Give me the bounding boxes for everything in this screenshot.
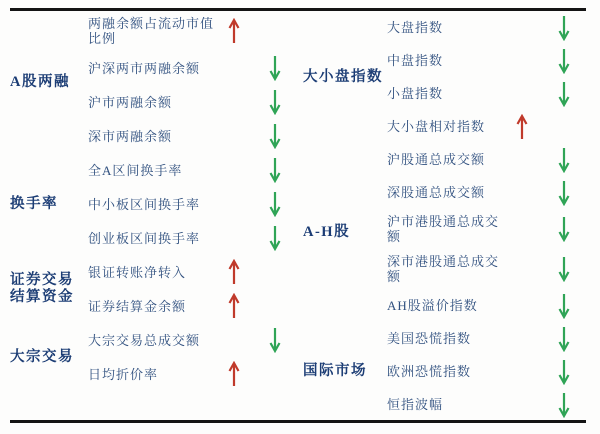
indicator-label-cell xyxy=(88,61,218,76)
down-arrow-icon xyxy=(558,180,570,206)
down-arrow-icon xyxy=(558,48,570,74)
right-section xyxy=(295,11,600,421)
indicator-row xyxy=(88,119,295,153)
indicator-label: 沪深两市两融余额 xyxy=(88,60,201,76)
down-arrow-icon xyxy=(558,359,570,385)
indicator-row xyxy=(387,143,600,176)
indicator-rows xyxy=(88,255,295,323)
trend-arrow-cell xyxy=(218,191,295,217)
down-arrow-icon xyxy=(269,191,281,217)
category-cell xyxy=(0,196,88,213)
indicator-row xyxy=(88,187,295,221)
trend-arrow-cell xyxy=(218,361,295,387)
indicator-row xyxy=(387,289,600,322)
indicator-label: 中盘指数 xyxy=(387,53,444,68)
trend-arrow-cell xyxy=(505,147,600,173)
indicator-rows xyxy=(387,11,600,143)
indicator-row xyxy=(387,209,600,249)
up-arrow-icon xyxy=(516,114,528,140)
trend-arrow-cell xyxy=(218,18,295,44)
indicator-label-cell xyxy=(88,265,218,280)
indicator-rows xyxy=(88,153,295,255)
indicator-label-cell xyxy=(387,397,505,412)
category-label: 大小盘指数 xyxy=(303,68,383,85)
indicator-label-cell xyxy=(88,16,218,46)
indicator-row xyxy=(88,85,295,119)
category-label: A股两融 xyxy=(10,73,70,90)
indicator-label-cell xyxy=(387,254,505,284)
trend-arrow-cell xyxy=(218,157,295,183)
down-arrow-icon xyxy=(269,327,281,353)
indicator-label-cell xyxy=(387,214,505,244)
indicator-row xyxy=(387,322,600,355)
indicator-label: 创业板区间换手率 xyxy=(88,230,201,246)
trend-arrow-cell xyxy=(218,55,295,81)
indicator-label: 欧洲恐慌指数 xyxy=(387,364,472,379)
indicator-group xyxy=(0,255,295,323)
indicator-label-cell xyxy=(387,20,505,35)
indicator-label-cell xyxy=(387,53,505,68)
trend-arrow-cell xyxy=(218,293,295,319)
indicator-row xyxy=(88,289,295,323)
down-arrow-icon xyxy=(558,293,570,319)
trend-arrow-cell xyxy=(505,359,600,385)
indicator-label-cell xyxy=(88,163,218,178)
indicator-rows xyxy=(387,322,600,421)
left-section xyxy=(0,11,295,421)
indicator-row xyxy=(88,153,295,187)
indicator-label: 银证转账净转入 xyxy=(88,264,187,280)
down-arrow-icon xyxy=(558,392,570,418)
indicator-label: 证券结算金余额 xyxy=(88,298,187,314)
indicator-row xyxy=(88,357,295,391)
category-label: 大宗交易 xyxy=(10,348,74,365)
indicator-rows xyxy=(387,143,600,322)
down-arrow-icon xyxy=(558,147,570,173)
category-cell xyxy=(0,349,88,366)
table-content xyxy=(0,11,600,421)
trend-arrow-cell xyxy=(505,293,600,319)
up-arrow-icon xyxy=(228,259,240,285)
indicator-label: 中小板区间换手率 xyxy=(88,196,201,212)
down-arrow-icon xyxy=(269,89,281,115)
indicator-group xyxy=(0,11,295,153)
down-arrow-icon xyxy=(558,216,570,242)
indicator-label-cell xyxy=(88,367,218,382)
trend-arrow-cell xyxy=(505,81,600,107)
category-cell xyxy=(295,69,387,86)
down-arrow-icon xyxy=(558,81,570,107)
indicator-label-cell xyxy=(88,333,218,348)
trend-arrow-cell xyxy=(505,114,600,140)
category-cell xyxy=(0,272,88,306)
indicator-label-cell xyxy=(88,197,218,212)
indicator-row xyxy=(387,77,600,110)
indicator-row xyxy=(387,44,600,77)
indicator-label: 深股通总成交额 xyxy=(387,185,486,200)
indicator-label: 深市港股通总成交额 xyxy=(387,254,500,284)
trend-arrow-cell xyxy=(505,216,600,242)
trend-arrow-cell xyxy=(218,225,295,251)
indicator-label: 深市两融余额 xyxy=(88,128,173,144)
category-label: 换手率 xyxy=(10,195,58,212)
indicator-label: 大盘指数 xyxy=(387,20,444,35)
category-label: 证券交易结算资金 xyxy=(10,272,74,305)
indicator-label-cell xyxy=(88,231,218,246)
down-arrow-icon xyxy=(558,15,570,41)
indicator-group xyxy=(0,323,295,391)
indicator-label: 大宗交易总成交额 xyxy=(88,332,201,348)
indicator-label: 两融余额占流动市值比例 xyxy=(88,16,215,46)
indicator-group xyxy=(295,11,600,143)
trend-arrow-cell xyxy=(505,392,600,418)
indicator-row xyxy=(387,11,600,44)
indicator-rows xyxy=(88,11,295,153)
indicator-label: 沪市港股通总成交额 xyxy=(387,214,500,244)
indicator-label-cell xyxy=(387,331,505,346)
indicator-label-cell xyxy=(88,299,218,314)
indicator-label: 沪市两融余额 xyxy=(88,94,173,110)
trend-arrow-cell xyxy=(218,89,295,115)
indicator-group xyxy=(0,153,295,255)
indicator-label-cell xyxy=(387,86,505,101)
indicator-label-cell xyxy=(387,298,505,313)
indicator-group xyxy=(295,143,600,322)
indicator-row xyxy=(88,11,295,51)
trend-arrow-cell xyxy=(505,15,600,41)
indicator-row xyxy=(88,255,295,289)
indicator-label: 恒指波幅 xyxy=(387,397,444,412)
trend-arrow-cell xyxy=(218,259,295,285)
trend-arrow-cell xyxy=(505,326,600,352)
indicator-label-cell xyxy=(387,152,505,167)
indicator-label-cell xyxy=(88,129,218,144)
indicator-row xyxy=(387,355,600,388)
indicator-label: 日均折价率 xyxy=(88,366,159,382)
category-cell xyxy=(295,224,387,241)
indicator-row xyxy=(88,51,295,85)
trend-arrow-cell xyxy=(218,327,295,353)
down-arrow-icon xyxy=(558,326,570,352)
indicator-row xyxy=(88,221,295,255)
indicator-row xyxy=(387,388,600,421)
up-arrow-icon xyxy=(228,293,240,319)
trend-arrow-cell xyxy=(505,180,600,206)
category-label: A-H股 xyxy=(303,224,351,240)
indicator-row xyxy=(387,249,600,289)
indicator-row xyxy=(387,176,600,209)
indicator-label: 沪股通总成交额 xyxy=(387,152,486,167)
category-cell xyxy=(0,74,88,91)
down-arrow-icon xyxy=(269,55,281,81)
trend-arrow-cell xyxy=(218,123,295,149)
indicator-row xyxy=(387,110,600,143)
up-arrow-icon xyxy=(228,18,240,44)
indicator-label-cell xyxy=(88,95,218,110)
down-arrow-icon xyxy=(269,225,281,251)
indicator-label-cell xyxy=(387,119,505,134)
trend-arrow-cell xyxy=(505,48,600,74)
indicator-label: 全A区间换手率 xyxy=(88,162,183,178)
category-label: 国际市场 xyxy=(303,363,367,379)
indicator-label: 大小盘相对指数 xyxy=(387,119,486,134)
indicator-row xyxy=(88,323,295,357)
indicator-rows xyxy=(88,323,295,391)
down-arrow-icon xyxy=(558,256,570,282)
bottom-rule xyxy=(10,420,586,423)
indicator-label: 美国恐慌指数 xyxy=(387,331,472,346)
indicator-label-cell xyxy=(387,364,505,379)
down-arrow-icon xyxy=(269,157,281,183)
category-cell xyxy=(295,363,387,380)
down-arrow-icon xyxy=(269,123,281,149)
indicator-label-cell xyxy=(387,185,505,200)
indicator-group xyxy=(295,322,600,421)
indicator-label: AH股溢价指数 xyxy=(387,298,478,313)
trend-arrow-cell xyxy=(505,256,600,282)
indicator-label: 小盘指数 xyxy=(387,86,444,101)
up-arrow-icon xyxy=(228,361,240,387)
